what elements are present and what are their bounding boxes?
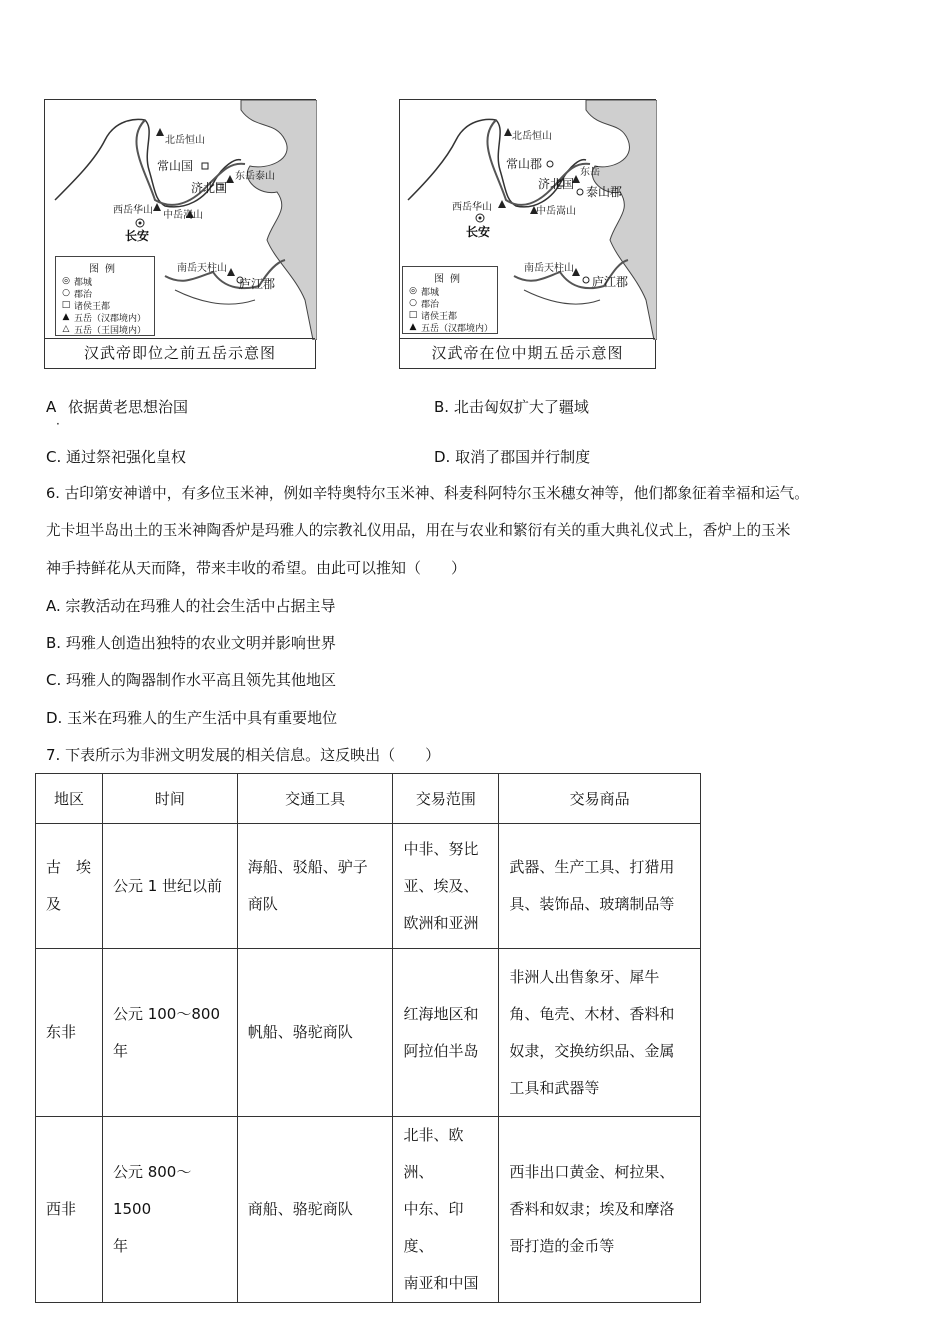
- table-header-cell: 地区: [36, 774, 103, 824]
- q6-option-d[interactable]: D. 玉米在玛雅人的生产生活中具有重要地位: [46, 709, 338, 727]
- label-lujiang: 庐江郡: [239, 277, 276, 291]
- cell-line: 哥打造的金币等: [509, 1237, 615, 1255]
- cell-line: 中非、努比: [403, 839, 479, 858]
- q6-option-b[interactable]: B. 玛雅人创造出独特的农业文明并影响世界: [46, 634, 336, 652]
- cell-line: 非洲人出售象牙、犀牛: [509, 967, 660, 986]
- map-before-emperor-wu: [44, 99, 316, 369]
- map-mid-reign: [399, 99, 656, 369]
- cell-goods: [499, 1117, 701, 1303]
- cell-range: [393, 824, 499, 949]
- q7-stem: 7. 下表所示为非洲文明发展的相关信息。这反映出（ ）: [46, 746, 441, 764]
- map-legend: [55, 256, 155, 336]
- cell-line: 商船、骆驼商队: [247, 1200, 353, 1218]
- legend-row: [403, 285, 497, 297]
- cell-line: 北非、欧洲、: [403, 1126, 464, 1181]
- cell-line: 帆船、骆驼商队: [247, 1023, 353, 1041]
- cell-line: 具、装饰品、玻璃制品等: [509, 895, 675, 913]
- cell-line: 工具和武器等: [509, 1078, 600, 1097]
- cell-line: 年: [112, 1237, 128, 1255]
- cell-line: 阿拉伯半岛: [403, 1041, 479, 1060]
- hollow-triangle-icon: △: [62, 324, 70, 334]
- cell-time: [102, 824, 237, 949]
- label-east-mountain: 东岳泰山: [235, 171, 275, 182]
- map-caption: 汉武帝在位中期五岳示意图: [400, 338, 655, 368]
- commandery-seat-icon: ○: [62, 288, 70, 298]
- capital-icon: ◎: [409, 286, 417, 296]
- table-header-cell: 交通工具: [237, 774, 393, 824]
- cell-line: 公元 1 世纪以前: [112, 876, 223, 895]
- filled-triangle-icon: ▲: [409, 322, 417, 332]
- map-legend: [402, 266, 498, 334]
- table-header-cell: 交易范围: [393, 774, 499, 824]
- legend-row: [56, 299, 154, 311]
- label-jibei: 济北国: [191, 181, 228, 195]
- q5-option-c[interactable]: C. 通过祭祀强化皇权: [46, 448, 187, 466]
- q5-option-a-dot: ·: [56, 417, 60, 431]
- cell-line: 红海地区和: [403, 1004, 479, 1023]
- table-row: [36, 1117, 701, 1303]
- legend-label: 都城: [74, 277, 93, 288]
- cell-line: 欧洲和亚洲: [403, 913, 479, 932]
- legend-label: 都城: [421, 287, 440, 298]
- legend-row: [56, 287, 154, 299]
- label-north-mountain: 北岳恒山: [512, 131, 552, 142]
- commandery-seat-icon: ○: [409, 298, 417, 308]
- label-middle-mountain: 中岳嵩山: [536, 206, 576, 217]
- q5-option-a[interactable]: 依据黄老思想治国: [68, 398, 189, 416]
- cell-range: [393, 1117, 499, 1303]
- north-mountain-symbol: [156, 128, 164, 136]
- cell-line: 中东、印度、: [403, 1200, 464, 1255]
- cell-line: 公元 800～1500: [112, 1163, 192, 1218]
- africa-civilization-table: [35, 773, 701, 1303]
- legend-row: [56, 311, 154, 323]
- cell-line: 亚、埃及、: [403, 876, 479, 895]
- legend-label: 诸侯王都: [421, 311, 458, 322]
- legend-row: [56, 323, 154, 335]
- cell-transport: [237, 824, 393, 949]
- cell-goods: [499, 824, 701, 949]
- legend-label: 五岳（汉郡境内）: [421, 323, 494, 334]
- label-lujiang: 庐江郡: [592, 275, 629, 289]
- legend-row: [403, 309, 497, 321]
- legend-label: 五岳（王国境内）: [74, 325, 147, 336]
- q6-option-a[interactable]: A. 宗教活动在玛雅人的社会生活中占据主导: [46, 597, 336, 615]
- q6-stem-line-1: 6. 古印第安神谱中，有多位玉米神，例如辛特奥特尔玉米神、科麦科阿特尔玉米穗女神等，他们都象征着幸福和运气。: [46, 485, 809, 502]
- legend-label: 郡治: [421, 299, 440, 310]
- cell-line: 角、龟壳、木材、香料和: [509, 1004, 675, 1023]
- cell-time: [102, 949, 237, 1117]
- cell-line: 奴隶，交换纺织品、金属: [509, 1041, 675, 1060]
- cell-line: 商队: [247, 895, 278, 913]
- label-changan: 长安: [125, 229, 150, 243]
- table-row: [36, 949, 701, 1117]
- cell-line: 海船、驳船、驴子: [247, 858, 368, 876]
- cell-line: 及: [46, 895, 62, 913]
- table-row: [36, 824, 701, 949]
- cell-time: [102, 1117, 237, 1303]
- filled-triangle-icon: ▲: [62, 312, 70, 322]
- cell-region: [36, 1117, 103, 1303]
- legend-row: [403, 321, 497, 333]
- label-changshan: 常山郡: [506, 157, 543, 171]
- capital-icon: ◎: [62, 276, 70, 286]
- label-south-mountain: 南岳天柱山: [177, 263, 227, 274]
- cell-line: 年: [112, 1041, 128, 1060]
- cell-line: 南亚和中国: [403, 1274, 479, 1292]
- q5-option-b[interactable]: B. 北击匈奴扩大了疆域: [434, 398, 589, 416]
- label-south-mountain: 南岳天柱山: [524, 263, 574, 274]
- map-caption: 汉武帝即位之前五岳示意图: [45, 338, 315, 368]
- label-jibei: 济北国: [538, 177, 575, 191]
- label-north-mountain: 北岳恒山: [165, 135, 205, 146]
- q6-stem-line-2: 尤卡坦半岛出土的玉米神陶香炉是玛雅人的宗教礼仪用品，用在与农业和繁衍有关的重大典礼仪式上，香炉上的玉米: [46, 522, 791, 539]
- q6-stem-line-3: 神手持鲜花从天而降，带来丰收的希望。由此可以推知（ ）: [46, 559, 467, 577]
- q5-option-a-letter[interactable]: A: [46, 398, 57, 416]
- cell-line: 西非出口黄金、柯拉果、: [509, 1163, 675, 1181]
- q5-option-d[interactable]: D. 取消了郡国并行制度: [434, 448, 591, 466]
- vassal-capital-icon: □: [408, 310, 418, 320]
- vassal-capital-icon: □: [61, 300, 71, 310]
- label-west-mountain: 西岳华山: [452, 202, 492, 213]
- label-taishan: 泰山郡: [586, 185, 623, 199]
- legend-label: 郡治: [74, 289, 93, 300]
- label-east-mountain: 东岳: [580, 167, 600, 178]
- cell-line: 香料和奴隶；埃及和摩洛: [509, 1200, 675, 1218]
- table-header-cell: 交易商品: [499, 774, 701, 824]
- legend-title: 图例: [89, 264, 121, 275]
- cell-range: [393, 949, 499, 1117]
- label-middle-mountain: 中岳嵩山: [163, 210, 203, 221]
- cell-line: 西非: [46, 1200, 77, 1218]
- legend-row: [403, 297, 497, 309]
- legend-title: 图例: [434, 274, 466, 285]
- legend-label: 五岳（汉郡境内）: [74, 313, 147, 324]
- cell-transport: [237, 949, 393, 1117]
- legend-row: [56, 275, 154, 287]
- cell-goods: [499, 949, 701, 1117]
- legend-label: 诸侯王都: [74, 301, 111, 312]
- cell-region: [36, 949, 103, 1117]
- table-header-cell: 时间: [102, 774, 237, 824]
- label-changan: 长安: [466, 225, 491, 239]
- q6-option-c[interactable]: C. 玛雅人的陶器制作水平高且领先其他地区: [46, 671, 337, 689]
- cell-region: [36, 824, 103, 949]
- cell-line: 东非: [46, 1023, 77, 1041]
- cell-transport: [237, 1117, 393, 1303]
- cell-line: 古 埃: [46, 858, 92, 876]
- label-changshan: 常山国: [157, 159, 194, 173]
- cell-line: 公元 100～800: [112, 1004, 220, 1023]
- label-west-mountain: 西岳华山: [113, 205, 153, 216]
- cell-line: 武器、生产工具、打猎用: [509, 858, 675, 876]
- table-header-row: [36, 774, 701, 824]
